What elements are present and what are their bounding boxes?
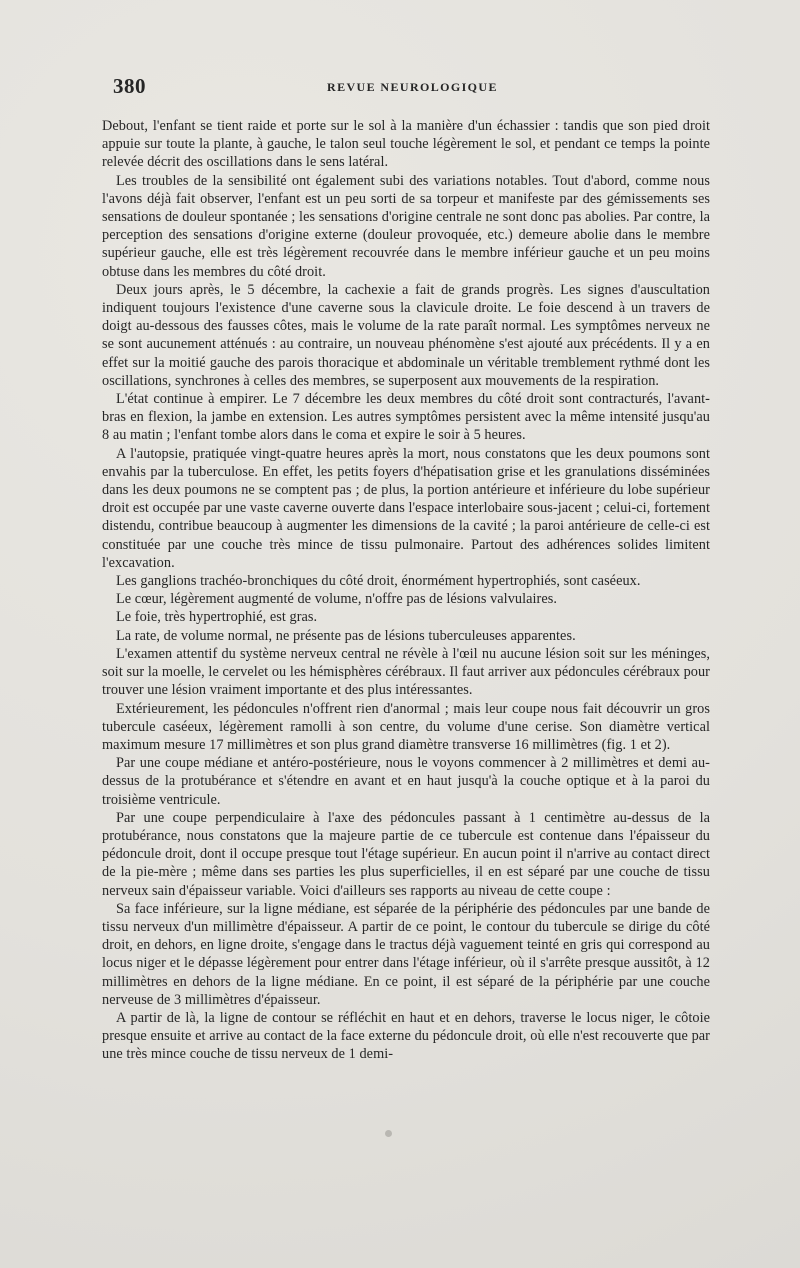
- paragraph: La rate, de volume normal, ne présente pas de lésions tuberculeuses apparentes.: [116, 627, 576, 644]
- paragraph: A partir de là, la ligne de contour se réfléchit en haut et en dehors, traverse le locus niger, le côtoie presque ensuite et arrive au contact de la face externe du pédoncule droit, où elle n'est recouverte que par une très mince couche de tissu nerveux de 1 demi-: [102, 1009, 710, 1063]
- paragraph: Par une coupe perpendiculaire à l'axe des pédoncules passant à 1 centimètre au-dessus de la protubérance, nous constatons que la majeure partie de ce tubercule est contenue dans l'épaisseur du pédoncule droit, dont il occupe presque tout l'étage supérieur. En aucun point il n'arrive au contact direct de la pie-mère ; même dans ses parties les plus superficielles, il en est séparé par une couche de tissu nerveux sain d'épaisseur variable. Voici d'ailleurs ses rapports au niveau de cette coupe :: [102, 809, 710, 899]
- paragraph: Le foie, très hypertrophié, est gras.: [116, 609, 318, 626]
- paragraph: A l'autopsie, pratiquée vingt-quatre heures après la mort, nous constatons que les deux poumons sont envahis par la tuberculose. En effet, les petits foyers d'hépatisation grise et les granulations disséminées dans les deux poumons ne se comptent pas ; de plus, la portion antérieure et inférieure du lobe supérieur droit est occupée par une vaste caverne ouverte dans l'espace interlobaire sous-jacent ; celui-ci, fortement distendu, contribue beaucoup à augmenter les dimensions de la cavité ; la paroi antérieure de celle-ci est constituée par une couche très mince de tissu pulmonaire. Partout des adhérences solides limitent l'excavation.: [102, 445, 710, 571]
- page-header: [113, 74, 713, 104]
- paragraph: Debout, l'enfant se tient raide et porte sur le sol à la manière d'un échassier : tandis que son pied droit appuie sur toute la plante, à gauche, le talon seul touche légèrement le sol, et pendant ce temps la pointe relevée décrit des oscillations dans le sens latéral.: [102, 118, 710, 171]
- paragraph: Les ganglions trachéo-bronchiques du côté droit, énormément hypertrophiés, sont caséeux.: [116, 573, 641, 590]
- body-text: [102, 117, 710, 1064]
- paragraph: L'examen attentif du système nerveux central ne révèle à l'œil nu aucune lésion soit sur les méninges, soit sur la moelle, le cervelet ou les hémisphères cérébraux. Il faut arriver aux pédoncules cérébraux pour trouver une lésion vraiment importante et des plus intéressantes.: [102, 645, 710, 699]
- scan-speck: [385, 1130, 392, 1137]
- paragraph: Le cœur, légèrement augmenté de volume, n'offre pas de lésions valvulaires.: [116, 591, 557, 608]
- running-title: REVUE NEUROLOGIQUE: [327, 80, 498, 94]
- paragraph: Sa face inférieure, sur la ligne médiane, est séparée de la périphérie des pédoncules par une bande de tissu nerveux d'un millimètre d'épaisseur. A partir de ce point, le contour du tubercule se dirige du côté droit, en dehors, en ligne droite, s'engage dans le tractus déjà vaguement teinté en gris qui correspond au locus niger et le dépasse légèrement pour entrer dans l'étage inférieur, où il s'arrête presque aussitôt, à 12 millimètres en dehors de la ligne médiane. En ce point, il est séparé de la périphérie par une couche nerveuse de 3 millimètres d'épaisseur.: [102, 900, 710, 1008]
- paragraph: Par une coupe médiane et antéro-postérieure, nous le voyons commencer à 2 millimètres et demi au-dessus de la protubérance et s'étendre en avant et en haut jusqu'à la couche optique et à la paroi du troisième ventricule.: [102, 755, 710, 808]
- paragraph: Les troubles de la sensibilité ont également subi des variations notables. Tout d'abord, comme nous l'avons déjà fait observer, l'enfant est un peu sorti de sa torpeur et manifeste par des gémissements ses sensations de douleur spontanée ; les sensations d'origine centrale ne sont donc pas abolies. Par contre, la perception des sensations d'origine externe (douleur provoquée, etc.) demeure abolie dans le membre supérieur gauche, elle est très légèrement recouvrée dans le membre inférieur gauche et un peu moins obtuse dans les membres du côté droit.: [102, 172, 710, 280]
- paragraph: Deux jours après, le 5 décembre, la cachexie a fait de grands progrès. Les signes d'auscultation indiquent toujours l'existence d'une caverne sous la clavicule droite. Le foie descend à un travers de doigt au-dessous des fausses côtes, mais le volume de la rate paraît normal. Les symptômes nerveux ne se sont aucunement atténués : au contraire, un nouveau phénomène s'est ajouté aux précédents. Il y a en effet sur la moitié gauche des parois thoracique et abdominale un véritable tremblement rythmé dont les oscillations, synchrones à celles des membres, se superposent aux mouvements de la respiration.: [102, 281, 710, 389]
- paragraph: Extérieurement, les pédoncules n'offrent rien d'anormal ; mais leur coupe nous fait découvrir un gros tubercule caséeux, légèrement ramolli à son centre, du volume d'une cerise. Son diamètre vertical maximum mesure 17 millimètres et son plus grand diamètre transverse 16 millimètres (fig. 1 et 2).: [102, 700, 710, 753]
- page-number: 380: [113, 74, 146, 98]
- paragraph: L'état continue à empirer. Le 7 décembre les deux membres du côté droit sont contracturés, l'avant-bras en flexion, la jambe en extension. Les autres symptômes persistent avec la même intensité jusqu'au 8 au matin ; l'enfant tombe alors dans le coma et expire le soir à 5 heures.: [102, 391, 710, 444]
